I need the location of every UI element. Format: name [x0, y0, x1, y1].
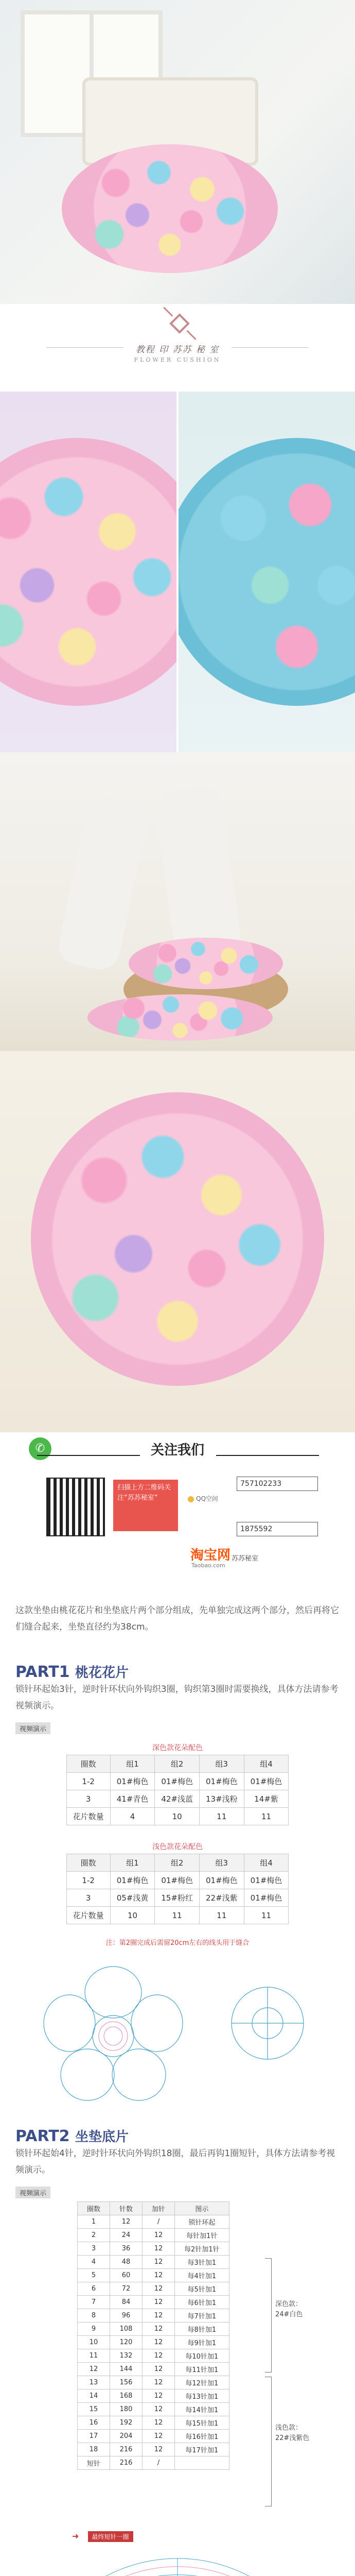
taobao-logo[interactable]: 淘宝网	[190, 1548, 231, 1563]
table-cell: 13	[78, 2376, 110, 2389]
table-cell: 短针	[78, 2456, 110, 2470]
table-cell: 11	[78, 2349, 110, 2363]
table-cell: 120	[110, 2336, 143, 2349]
table-cell: /	[143, 2215, 175, 2229]
table-row	[78, 2363, 229, 2376]
table-row	[78, 2336, 229, 2349]
logo-title: 教程 印 苏苏 秘 室	[135, 345, 220, 355]
table-cell: 12	[143, 2336, 175, 2349]
table-cell: 加针	[143, 2202, 175, 2215]
table-row	[66, 1790, 289, 1808]
part-number: PART1	[15, 1663, 70, 1681]
table-cell: 01#梅色	[244, 1872, 289, 1889]
flower-diagram	[0, 1951, 355, 2121]
qr-code[interactable]	[46, 1478, 105, 1536]
table-cell: 锁针环起	[175, 2215, 229, 2229]
table-cell: 84	[110, 2296, 143, 2309]
logo-subtitle: FLOWER CUSHION	[134, 357, 221, 363]
table-caption: 浅色款花朵配色	[152, 1843, 203, 1851]
table-cell: 12	[143, 2309, 175, 2323]
table-cell: 3	[66, 1790, 110, 1808]
table-row	[78, 2376, 229, 2389]
table-header-row	[78, 2202, 229, 2215]
table-cell: 针数	[110, 2202, 143, 2215]
table-caption: 深色款花朵配色	[152, 1744, 203, 1752]
table-cell: 组2	[155, 1854, 200, 1872]
table-cell: 12	[143, 2229, 175, 2242]
wechat-icon: ✆	[29, 1437, 51, 1460]
table-cell: 每7针加1	[175, 2309, 229, 2323]
shop-name: 苏苏秘室	[232, 1555, 259, 1563]
table-cell: 60	[110, 2269, 143, 2282]
table-row	[78, 2296, 229, 2309]
table-cell: 132	[110, 2349, 143, 2363]
table-cell: 每8针加1	[175, 2323, 229, 2336]
table-cell: 216	[110, 2456, 143, 2470]
table-cell: 组4	[244, 1854, 289, 1872]
photo-blue	[179, 392, 355, 752]
table-cell: 组2	[155, 1755, 200, 1773]
flower-chart	[0, 1951, 355, 2121]
table-cell: 每13针加1	[175, 2389, 229, 2403]
table-cell: 每4针加1	[175, 2269, 229, 2282]
part-title: 坐垫底片	[75, 2129, 129, 2145]
taobao-url: Taobao.com	[191, 1562, 225, 1569]
note-text: 注：第2圈完成后需留20cm左右的线头用于缝合	[105, 1939, 250, 1947]
table-row	[78, 2416, 229, 2430]
table-cell: 17	[78, 2430, 110, 2443]
qq-label	[188, 1494, 218, 1503]
table-row	[78, 2349, 229, 2363]
table-cell: 14	[78, 2389, 110, 2403]
part-title: 桃花花片	[75, 1665, 129, 1681]
table-row	[66, 1907, 289, 1924]
cushion-image	[0, 438, 176, 706]
table-cell: 每3针加1	[175, 2256, 229, 2269]
part2-heading	[0, 2121, 355, 2145]
flat-photo	[0, 1051, 355, 1432]
table-cell: 每9针加1	[175, 2336, 229, 2349]
table-cell: 9	[78, 2323, 110, 2336]
table-cell: 每14针加1	[175, 2403, 229, 2416]
table-cell: 5	[78, 2269, 110, 2282]
table-cell: 168	[110, 2389, 143, 2403]
table-row	[78, 2403, 229, 2416]
brace-decor	[265, 2377, 272, 2506]
table-cell: 01#梅色	[200, 1773, 244, 1790]
table-cell: 每17针加1	[175, 2443, 229, 2456]
table1-block	[0, 1737, 355, 1839]
table-row	[78, 2389, 229, 2403]
table-cell: 01#梅色	[110, 1872, 155, 1889]
table-cell: 3	[78, 2242, 110, 2256]
table-cell: 204	[110, 2430, 143, 2443]
cushion-image	[31, 1092, 324, 1386]
part1-heading	[0, 1657, 355, 1681]
hero-photo	[0, 0, 355, 304]
table-cell: 01#梅色	[110, 1773, 155, 1790]
table-cell: 01#梅色	[155, 1872, 200, 1889]
table-cell: 每10针加1	[175, 2349, 229, 2363]
table-cell: 8	[78, 2309, 110, 2323]
table-cell: 01#梅色	[244, 1773, 289, 1790]
cushion-image	[87, 994, 273, 1041]
table-cell: 12	[110, 2215, 143, 2229]
seated-photo	[0, 752, 355, 1051]
video-tag[interactable]: 视频演示	[15, 2187, 50, 2198]
table-cell: 12	[143, 2376, 175, 2389]
table2-block	[0, 1839, 355, 1933]
video-tag[interactable]: 视频演示	[15, 1722, 50, 1734]
qq-icon	[188, 1496, 194, 1502]
table-cell: 12	[143, 2389, 175, 2403]
table-cell: 每15针加1	[175, 2416, 229, 2430]
table-header-row	[66, 1755, 289, 1773]
weibo-id[interactable]: 1875592	[237, 1522, 318, 1536]
table-cell: 圈数	[66, 1854, 110, 1872]
table-cell: 组3	[200, 1854, 244, 1872]
color-table-dark	[66, 1755, 289, 1825]
table-row	[78, 2256, 229, 2269]
rounds-table-block	[0, 2201, 355, 2531]
table-row	[78, 2282, 229, 2296]
leg-decor	[55, 794, 151, 973]
table-cell: 1	[78, 2215, 110, 2229]
table-cell: 01#梅色	[244, 1889, 289, 1907]
table-cell: 24	[110, 2229, 143, 2242]
table-cell: 12	[143, 2443, 175, 2456]
table-cell: 12	[143, 2323, 175, 2336]
intro-text: 这款坐垫由桃花花片和坐垫底片两个部分组成，先单独完成这两个部分，然后再将它们缝合起来，坐垫直径约为38cm。	[15, 1605, 339, 1632]
table-cell: 13#浅粉	[200, 1790, 244, 1808]
table-cell: 16	[78, 2416, 110, 2430]
part2-text: 锁针环起始4针，逆时针环状向外钩织18圈，最后再钩1圈短针，具体方法请参考视频演示。	[15, 2148, 335, 2175]
table-cell: 每2针加1针	[175, 2242, 229, 2256]
table-cell: 10	[155, 1808, 200, 1825]
photo-purple	[0, 392, 176, 752]
table-cell: 组4	[244, 1755, 289, 1773]
color-table-light	[66, 1854, 289, 1924]
base-diagram	[0, 2552, 355, 2576]
ornament-icon	[169, 313, 190, 334]
table-cell: 12	[143, 2349, 175, 2363]
table-cell: 01#梅色	[155, 1773, 200, 1790]
promo-text: 扫描上方二维码关注“苏苏秘室”	[113, 1480, 178, 1531]
table-cell: 圈数	[66, 1755, 110, 1773]
table-cell: 05#浅黄	[110, 1889, 155, 1907]
table-cell: 216	[110, 2443, 143, 2456]
table-cell: 11	[200, 1808, 244, 1825]
table-cell: 11	[244, 1808, 289, 1825]
table-cell: 11	[244, 1907, 289, 1924]
cushion-image	[179, 438, 355, 706]
table-row	[78, 2229, 229, 2242]
table-cell: 144	[110, 2363, 143, 2376]
table-cell: 4	[78, 2256, 110, 2269]
table-cell: 每12针加1	[175, 2376, 229, 2389]
table-cell: 4	[110, 1808, 155, 1825]
table-cell: 192	[110, 2416, 143, 2430]
arrow-label: 最终短针一圈	[88, 2531, 133, 2542]
table-cell: 01#梅色	[200, 1872, 244, 1889]
arrow-row	[0, 2531, 355, 2552]
cushion-image	[129, 938, 283, 989]
table-row	[78, 2269, 229, 2282]
table-cell: 108	[110, 2323, 143, 2336]
table-cell: 12	[143, 2296, 175, 2309]
table-cell: 14#紫	[244, 1790, 289, 1808]
table-cell: 15#粉红	[155, 1889, 200, 1907]
qq-id[interactable]: 757102233	[237, 1477, 318, 1491]
table-row	[78, 2456, 229, 2470]
table-cell: 12	[143, 2430, 175, 2443]
table-cell: 1-2	[66, 1773, 110, 1790]
cushion-image	[62, 144, 278, 273]
table-row	[78, 2323, 229, 2336]
table-cell: 组1	[110, 1755, 155, 1773]
table-row	[78, 2443, 229, 2456]
table-cell: 10	[110, 1907, 155, 1924]
round-base-chart	[0, 2552, 355, 2576]
follow-section	[0, 1432, 355, 1602]
table-cell: 12	[143, 2363, 175, 2376]
table-row	[66, 1872, 289, 1889]
table-cell: 每16针加1	[175, 2430, 229, 2443]
table-cell: 每11针加1	[175, 2363, 229, 2376]
part1-text: 锁针环起始3针，逆时针环状向外钩织3圈，钩织第3圈时需要换线，具体方法请参考视频演示。	[15, 1684, 339, 1711]
table-cell: 图示	[175, 2202, 229, 2215]
table-row	[78, 2430, 229, 2443]
table-cell: 12	[143, 2416, 175, 2430]
table-cell: 36	[110, 2242, 143, 2256]
table-cell: 22#浅紫	[200, 1889, 244, 1907]
table-cell: 15	[78, 2403, 110, 2416]
arrow-icon: ➜	[72, 2531, 79, 2541]
rounds-table	[77, 2201, 229, 2470]
table-cell: 72	[110, 2282, 143, 2296]
brace-decor	[265, 2258, 272, 2372]
follow-title: 关注我们	[150, 1443, 204, 1458]
table-cell: 42#浅蓝	[155, 1790, 200, 1808]
table-cell: 12	[143, 2282, 175, 2296]
table-header-row	[66, 1854, 289, 1872]
color-note-light: 浅色款： 22#浅紫色	[275, 2424, 310, 2442]
table-cell: 12	[78, 2363, 110, 2376]
table-cell: 每6针加1	[175, 2296, 229, 2309]
table-cell: 每5针加1	[175, 2282, 229, 2296]
table-cell: 1-2	[66, 1872, 110, 1889]
table-cell: 6	[78, 2282, 110, 2296]
table-row	[66, 1773, 289, 1790]
table-row	[78, 2309, 229, 2323]
table-cell: 180	[110, 2403, 143, 2416]
table-cell: 花片数量	[66, 1808, 110, 1825]
twoup-photos	[0, 392, 355, 752]
table-cell: 11	[200, 1907, 244, 1924]
table-cell: 组3	[200, 1755, 244, 1773]
table-cell: 11	[155, 1907, 200, 1924]
table-cell: 10	[78, 2336, 110, 2349]
table-cell: 圈数	[78, 2202, 110, 2215]
table-cell: 组1	[110, 1854, 155, 1872]
table-cell: 3	[66, 1889, 110, 1907]
table-row	[66, 1889, 289, 1907]
table-row	[78, 2242, 229, 2256]
table-cell	[175, 2456, 229, 2470]
table-cell: 7	[78, 2296, 110, 2309]
logo-block	[0, 304, 355, 392]
table-cell: 12	[143, 2256, 175, 2269]
table-row	[66, 1808, 289, 1825]
table-cell: /	[143, 2456, 175, 2470]
part-number: PART2	[15, 2127, 70, 2145]
table-cell: 花片数量	[66, 1907, 110, 1924]
table-row	[78, 2215, 229, 2229]
table-cell: 18	[78, 2443, 110, 2456]
table-cell: 12	[143, 2403, 175, 2416]
table-cell: 12	[143, 2269, 175, 2282]
leg-decor	[153, 785, 243, 962]
table-cell: 48	[110, 2256, 143, 2269]
table-cell: 41#青色	[110, 1790, 155, 1808]
color-note-dark: 深色款： 24#白色	[275, 2300, 303, 2318]
table-cell: 96	[110, 2309, 143, 2323]
table-cell: 12	[143, 2242, 175, 2256]
table-cell: 156	[110, 2376, 143, 2389]
qq-label-text: QQ空间	[196, 1495, 218, 1502]
table-cell: 2	[78, 2229, 110, 2242]
table-cell: 每针加1针	[175, 2229, 229, 2242]
